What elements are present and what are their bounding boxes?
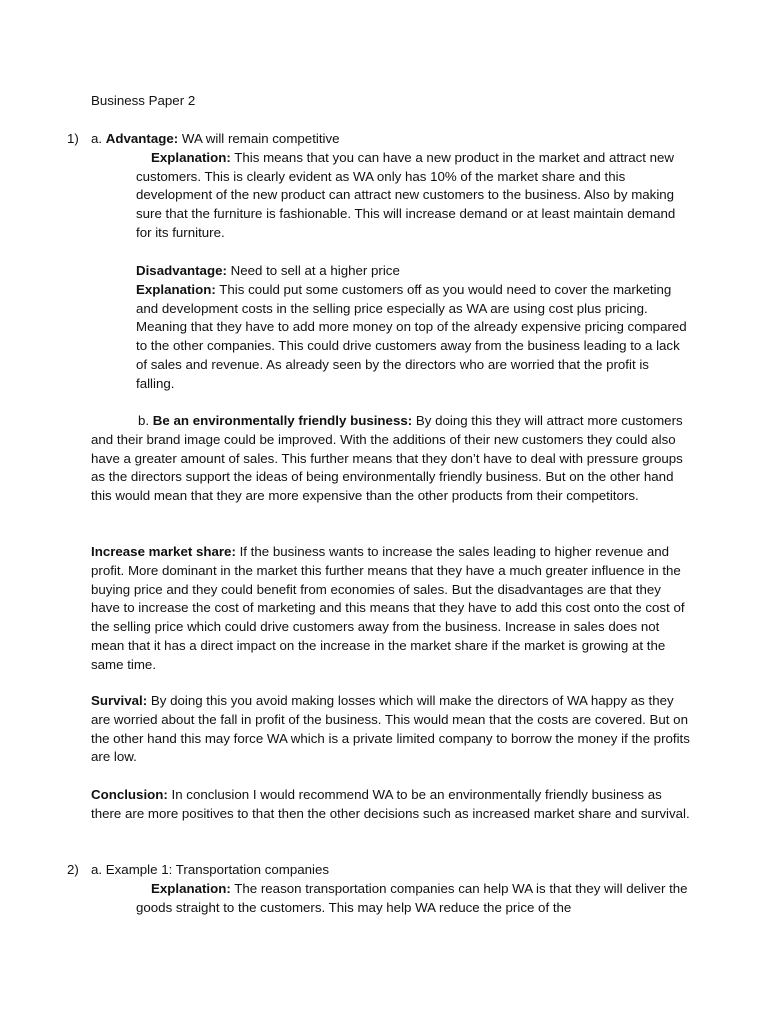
market-share-text: If the business wants to increase the sales leading to higher revenue and profit. More dominant in the market this further means that they have a much greater influence in the buying price and they could benefit from economies of sales. But the disadvantages are that they have to increase the cost of marketing and this means that they have to add this cost onto the cost of the selling price which could drive customers away from the business. Increase in sales does not mean that it has a direct impact on the increase in the market share if the market is growing at the same time. — [91, 544, 685, 672]
survival-text: By doing this you avoid making losses which will make the directors of WA happy as they are worried about the fall in profit of the business. This would mean that the costs are covered. But on the other hand this may force WA which is a private limited company to borrow the money if the profits are low. — [91, 693, 690, 765]
q2-explanation — [91, 880, 691, 918]
q1-a-marker: a. — [91, 131, 103, 146]
q1-disadvantage — [91, 262, 691, 394]
q1-part-b-environment — [91, 412, 691, 506]
disadvantage-explanation-text: This could put some customers off as you would need to cover the marketing and development costs in the selling price especially as WA are using cost plus pricing. Meaning that they have to add more money on top of the already expensive pricing compared to the other companies. This could drive customers away from the business leading to a lack of sales and revenue. As already seen by the directors who are worried that the profit is falling. — [136, 281, 687, 391]
q2-explanation-label: Explanation: — [151, 880, 231, 896]
document-title: Business Paper 2 — [91, 93, 196, 108]
q2-explanation-text: The reason transportation companies can help WA is that they will deliver the goods straight to the customers. This may help WA reduce the price of the — [136, 880, 688, 915]
q2-a-marker: a. — [91, 862, 103, 877]
q2-number: 2) — [67, 862, 79, 877]
disadvantage-explanation-label: Explanation: — [136, 281, 216, 297]
conclusion-text: In conclusion I would recommend WA to be an environmentally friendly business as there are more positives to that then the other decisions such as increased market share and survival. — [91, 787, 690, 821]
advantage-explanation — [91, 149, 691, 243]
q1-b-marker: b. — [138, 413, 150, 428]
disadvantage-text: Need to sell at a higher price — [226, 263, 400, 278]
disadvantage-label: Disadvantage: — [136, 263, 227, 278]
q2-part-a — [67, 861, 691, 917]
advantage-explanation-text: This means that you can have a new product in the market and attract new customers. This is clearly evident as WA only has 10% of the market share and this development of the new product can attract new customers to the business. Also by making sure that the furniture is fashionable. This will increase demand or at least maintain demand for its furniture. — [136, 149, 676, 240]
conclusion-label: Conclusion: — [91, 787, 168, 802]
advantage-text: WA will remain competitive — [178, 131, 340, 146]
advantage-label: Advantage: — [105, 131, 179, 146]
q2-example-text: Example 1: Transportation companies — [102, 862, 329, 877]
q1-part-a — [67, 130, 691, 243]
q1-number: 1) — [67, 131, 79, 146]
environment-label: Be an environmentally friendly business: — [152, 413, 413, 428]
advantage-explanation-label: Explanation: — [151, 149, 231, 165]
market-share-paragraph — [91, 543, 691, 675]
survival-label: Survival: — [91, 693, 148, 708]
disadvantage-explanation — [91, 281, 691, 394]
market-share-label: Increase market share: — [91, 544, 236, 559]
conclusion-paragraph — [91, 786, 691, 824]
survival-paragraph — [91, 692, 691, 767]
environment-text: By doing this they will attract more customers and their brand image could be improved. With the additions of their new customers they could also have a greater amount of sales. This further means that they don’t have to deal with pressure groups as the directors support the ideas of being environmentally friendly business. But on the other hand this would mean that they are more expensive than the other products from their competitors. — [91, 413, 683, 504]
